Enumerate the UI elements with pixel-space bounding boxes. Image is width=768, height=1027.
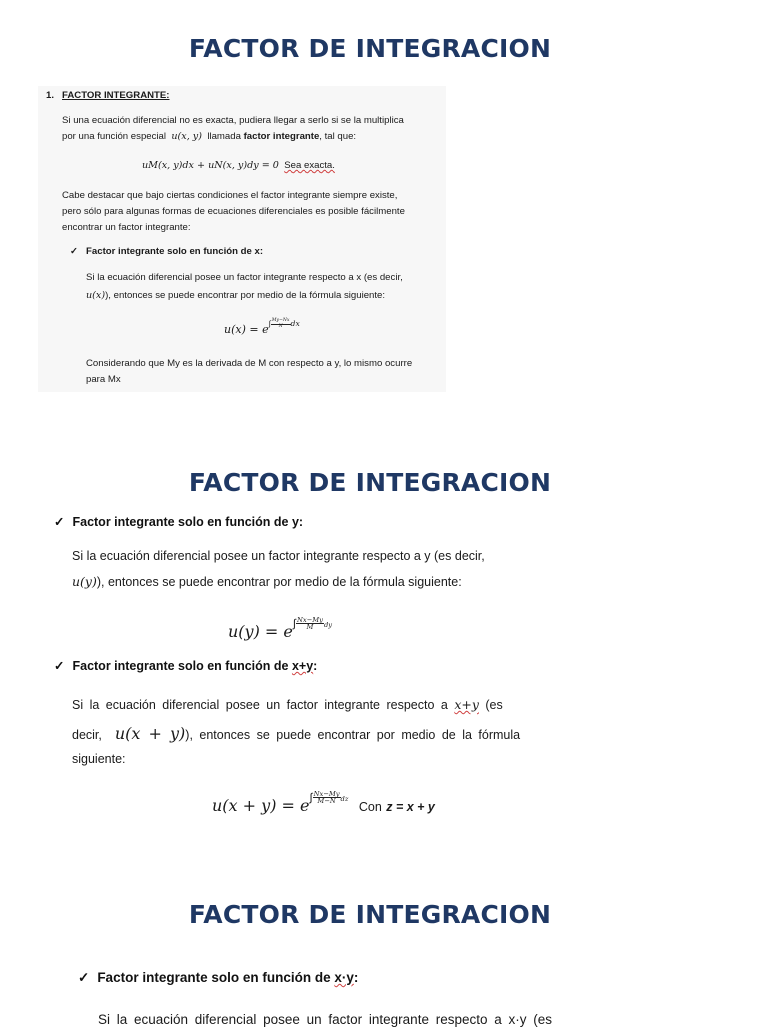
paragraph-line: Si la ecuación diferencial posee un factor integrante respecto a y (es decir, (72, 549, 485, 563)
bullet-xy-sum-heading: ✓ Factor integrante solo en función de x+y: (54, 659, 318, 673)
paragraph-line: encontrar un factor integrante: (62, 222, 191, 233)
check-icon: ✓ (54, 659, 65, 673)
equation-y: u(y) = e∫ $\frac{Nx-My}{M}$ dy (228, 615, 333, 641)
slide2-title: FACTOR DE INTEGRACION (188, 468, 552, 497)
paragraph-line: u(x)), entonces se puede encontrar por medio de la fórmula siguiente: (86, 290, 386, 301)
paragraph-line: por una función especial u(x, y) llamada factor integrante, tal que: (62, 131, 357, 142)
bullet-xy-product-heading: ✓ Factor integrante solo en función de x·y: (78, 970, 359, 985)
paragraph-line: Si una ecuación diferencial no es exacta, pudiera llegar a serlo si se la multiplica (62, 115, 404, 126)
check-icon: ✓ (78, 970, 90, 985)
equation-xy-sum: u(x + y) = e∫ $\frac{Nx-My}{M-N}$ dz Con z = x + y (212, 789, 435, 815)
section-heading: 1. FACTOR INTEGRANTE: (46, 90, 170, 101)
paragraph-line: siguiente: (72, 752, 126, 766)
slide3-title: FACTOR DE INTEGRACION (188, 900, 552, 929)
bullet-y-heading: ✓ Factor integrante solo en función de y: (54, 515, 304, 529)
paragraph-line: Si la ecuación diferencial posee un factor integrante respecto a x (es decir, (86, 272, 403, 283)
paragraph-line: pero sólo para algunas formas de ecuaciones diferenciales es posible fácilmente (62, 206, 405, 217)
bullet-x-heading: ✓ Factor integrante solo en función de x: (70, 246, 264, 257)
check-icon: ✓ (70, 246, 79, 257)
paragraph-line: u(y)), entonces se puede encontrar por medio de la fórmula siguiente: (72, 574, 462, 589)
paragraph-line: Considerando que My es la derivada de M con respecto a y, lo mismo ocurre (86, 358, 413, 369)
slide1-title: FACTOR DE INTEGRACION (188, 34, 552, 63)
equation-x: u(x) = e∫ $\frac{My-Nx}{N}$ dx (224, 317, 300, 336)
check-icon: ✓ (54, 515, 65, 529)
paragraph-line: Cabe destacar que bajo ciertas condiciones el factor integrante siempre existe, (62, 190, 398, 201)
paragraph-line: Si la ecuación diferencial posee un factor integrante respecto a x·y (es (98, 1012, 552, 1027)
paragraph-line: decir, u(x + y)), entonces se puede encontrar por medio de la fórmula (72, 724, 521, 743)
equation-exact: uM(x, y)dx + uN(x, y)dy = 0 Sea exacta. (142, 160, 335, 171)
paragraph-line: para Mx (86, 374, 121, 385)
scanned-excerpt (38, 86, 446, 392)
paragraph-line: Si la ecuación diferencial posee un factor integrante respecto a x+y (es (72, 697, 503, 712)
